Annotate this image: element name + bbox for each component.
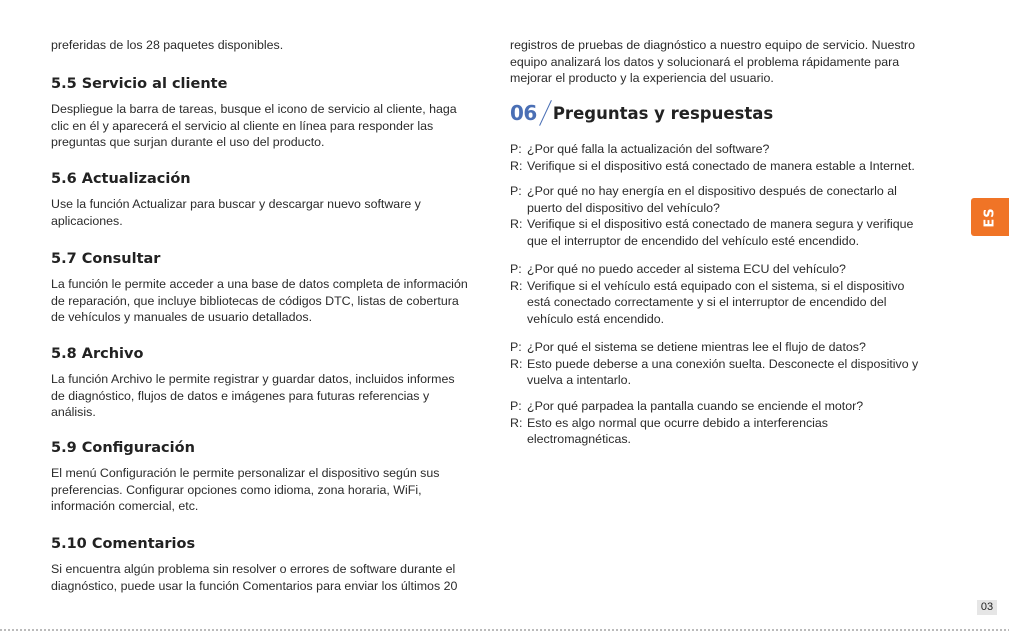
qa-item-1: P: ¿Por qué falla la actualización del software? R: Verifique si el dispositivo está conectado de manera estable a Internet. [510,142,915,173]
section-heading: 5.6 Actualización [51,171,191,187]
section-heading: 5.8 Archivo [51,346,144,362]
slash-divider-icon [538,100,552,126]
section-5-10: 5.10 Comentarios Si encuentra algún problema sin resolver o errores de software durante el diagnóstico, puede usar la función Comentarios para enviar los últimos 20 [51,535,496,594]
qa-item-3: P: ¿Por qué no puedo acceder al sistema ECU del vehículo? R: Verifique si el vehículo está equipado con el sistema, si el dispositivo está conectado correctamente y si el interruptor de encendido del vehículo está encendido. [510,262,905,326]
qa-item-2: P: ¿Por qué no hay energía en el dispositivo después de conectarlo al puerto del dispositivo del vehículo? R: Verifique si el dispositivo está conectado de manera segura y verifique que el interruptor de encendido del vehículo esté encendido. [510,184,914,248]
qa-item-5: P: ¿Por qué parpadea la pantalla cuando se enciende el motor? R: Esto es algo normal que ocurre debido a interferencias electromagnéticas. [510,399,864,446]
language-tab [971,198,1009,236]
continued-text: registros de pruebas de diagnóstico a nuestro equipo de servicio. Nuestro equipo analizará los datos y solucionará el problema rápidamente para mejorar el producto y la experiencia del usuario. [510,38,916,85]
section-5-5: 5.5 Servicio al cliente Despliegue la barra de tareas, busque el icono de servicio al cliente, haga clic en él y aparecerá el servicio al cliente en línea para responder las preguntas que surjan durante el uso del producto. [51,75,496,151]
section-5-9: 5.9 Configuración El menú Configuración le permite personalizar el dispositivo según sus preferencias. Configurar opciones como idioma, zona horaria, WiFi, información comercial, etc. [51,439,496,515]
section-5-6: 5.6 Actualización Use la función Actualizar para buscar y descargar nuevo software y aplicaciones. [51,170,496,229]
intro-text: preferidas de los 28 paquetes disponibles. [51,38,284,52]
chapter-title: Preguntas y respuestas [552,103,774,123]
language-tab-label: ES [982,206,998,228]
section-5-8: 5.8 Archivo La función Archivo le permite registrar y guardar datos, incluidos informes de diagnóstico, flujos de datos e imágenes para futuras referencias y análisis. [51,345,496,421]
section-heading: 5.10 Comentarios [51,536,196,552]
chapter-heading [510,100,773,126]
chapter-number: 06 [510,101,537,125]
qa-item-4: P: ¿Por qué el sistema se detiene mientras lee el flujo de datos? R: Esto puede deberse a una conexión suelta. Desconecte el dispositivo y vuelva a intentarlo. [510,340,919,387]
section-5-7: 5.7 Consultar La función le permite acceder a una base de datos completa de información de reparación, que incluye bibliotecas de códigos DTC, listas de cobertura de vehículos y manuales de usuario detallados. [51,250,496,326]
section-heading: 5.7 Consultar [51,251,161,267]
section-heading: 5.5 Servicio al cliente [51,76,228,92]
page-number: 03 [977,600,997,615]
section-heading: 5.9 Configuración [51,440,195,456]
